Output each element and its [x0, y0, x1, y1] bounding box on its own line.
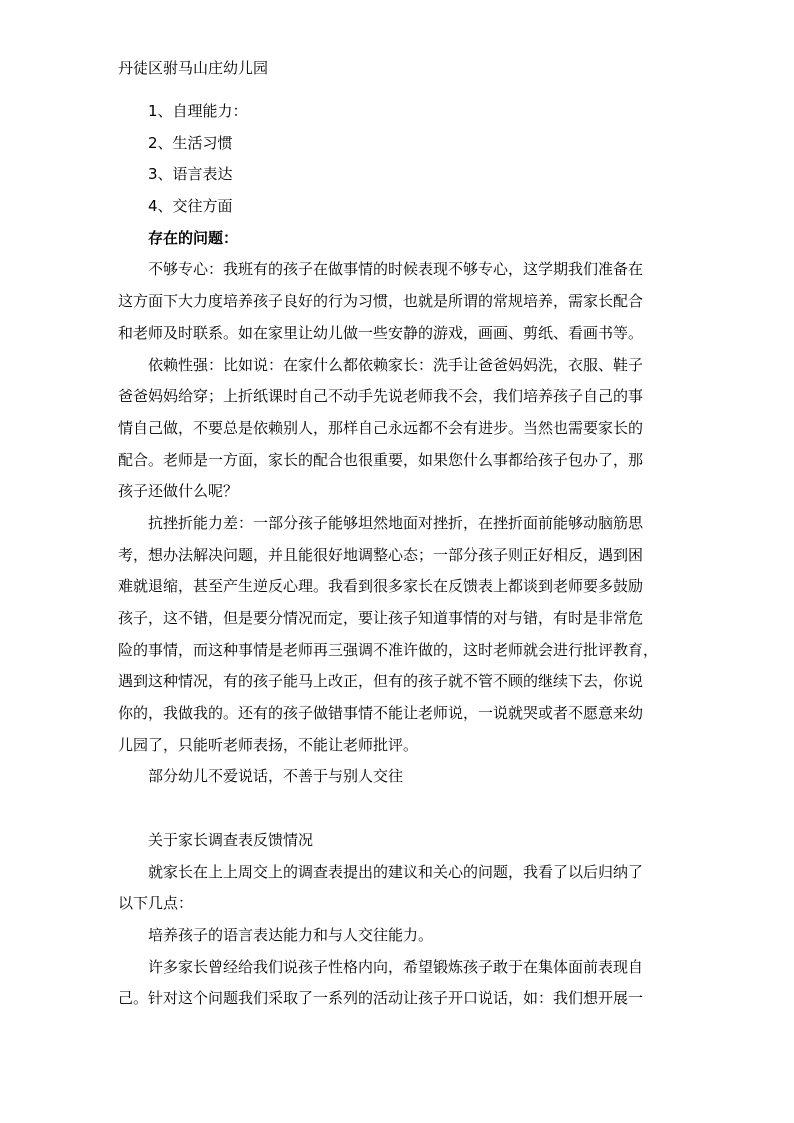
paragraph-line: 遇到这种情况，有的孩子能马上改正，但有的孩子就不管不顾的继续下去，你说 [118, 672, 644, 691]
section-title: 关于家长调查表反馈情况 [148, 830, 314, 849]
paragraph-line: 难就退缩，甚至产生逆反心理。我看到很多家长在反馈表上都谈到老师要多鼓励 [118, 577, 644, 596]
paragraph-line: 爸爸妈妈给穿；上折纸课时自己不动手先说老师我不会，我们培养孩子自己的事 [118, 387, 644, 406]
list-item: 2、生活习惯 [148, 133, 233, 152]
paragraph-line: 你的，我做我的。还有的孩子做错事情不能让老师说，一说就哭或者不愿意来幼 [118, 704, 644, 723]
paragraph-line: 抗挫折能力差：一部分孩子能够坦然地面对挫折，在挫折面前能够动脑筋思 [148, 513, 644, 532]
list-item: 4、交往方面 [148, 197, 233, 216]
list-item: 1、自理能力： [148, 102, 248, 120]
blank-line [118, 793, 680, 825]
paragraph-line: 险的事情，而这种事情是老师再三强调不准许做的，这时老师就会进行批评教育， [118, 640, 659, 659]
page-header: 丹徒区驸马山庄幼儿园 [118, 59, 269, 77]
paragraph-line: 不够专心：我班有的孩子在做事情的时候表现不够专心，这学期我们准备在 [148, 260, 644, 279]
paragraph-line: 儿园了，只能听老师表扬，不能让老师批评。 [118, 735, 419, 754]
paragraph-line: 依赖性强：比如说：在家什么都依赖家长：洗手让爸爸妈妈洗，衣服、鞋子 [148, 355, 644, 374]
paragraph-line: 许多家长曾经给我们说孩子性格内向，希望锻炼孩子敢于在集体面前表现自 [148, 957, 644, 976]
paragraph-line: 这方面下大力度培养孩子良好的行为习惯，也就是所谓的常规培养，需家长配合 [118, 292, 644, 311]
document-body [118, 96, 680, 1015]
paragraph-line: 孩子还做什么呢？ [118, 482, 239, 501]
paragraph-line: 以下几点： [118, 894, 194, 913]
paragraph-line: 部分幼儿不爱说话，不善于与别人交往 [148, 767, 404, 786]
paragraph-line: 考，想办法解决问题，并且能很好地调整心态；一部分孩子则正好相反，遇到困 [118, 545, 644, 564]
paragraph-line: 就家长在上上周交上的调查表提出的建议和关心的问题，我看了以后归纳了 [148, 862, 644, 881]
paragraph-line: 己。针对这个问题我们采取了一系列的活动让孩子开口说话，如：我们想开展一 [118, 989, 644, 1008]
paragraph-line: 和老师及时联系。如在家里让幼儿做一些安静的游戏，画画、剪纸、看画书等。 [118, 323, 644, 342]
paragraph-line: 配合。老师是一方面，家长的配合也很重要，如果您什么事都给孩子包办了，那 [118, 450, 644, 469]
list-item: 3、语言表达 [148, 165, 233, 184]
paragraph-line: 孩子，这不错，但是要分情况而定，要让孩子知道事情的对与错，有时是非常危 [118, 609, 644, 627]
paragraph-line: 情自己做，不要总是依赖别人，那样自己永远都不会有进步。当然也需要家长的 [118, 418, 644, 437]
section-heading: 存在的问题： [148, 228, 239, 247]
paragraph-line: 培养孩子的语言表达能力和与人交往能力。 [148, 925, 434, 944]
